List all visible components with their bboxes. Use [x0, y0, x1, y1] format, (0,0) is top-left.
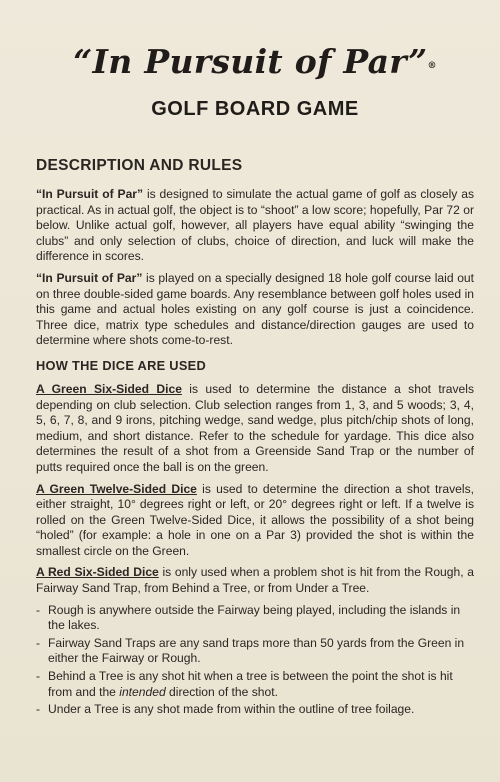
behind-tree-definition-end: direction of the shot.	[165, 684, 278, 699]
description-heading: DESCRIPTION AND RULES	[36, 157, 243, 174]
red-six-sided-text: is only used when a problem shot is hit from the Rough, a Fairway Sand Trap, from Behind a Tree, or from Under a Tree.	[36, 565, 474, 596]
green-six-sided-text: is used to determine the distance a shot travels depending on club selection. Club selection ranges from 1, 3, and 5 woods; 3, 4, 5, 6, 7, 8, and 9 irons, pitching wedge, sand wedge, plus pitch/chip shots of long, medium, and short distance. Refer to the schedule for yardage. This dice also determines the result of a shot from a Greenside Sand Trap or the number of putts required once the ball is on the green.	[36, 381, 474, 474]
green-six-sided-lead: A Green Six-Sided Dice	[36, 381, 182, 396]
dice-heading: HOW THE DICE ARE USED	[36, 357, 207, 373]
behind-tree-definition-start: Behind a Tree is any shot hit when a tree is between the point the shot is hit from and the	[48, 669, 453, 699]
paragraph-2-text: is played on a specially designed 18 hole golf course laid out on three double-sided game boards. Any resemblance between golf holes used in this game and actual holes existing on any golf course is just a coincidence. Three dice, matrix type schedules and distance/direction gauges are used to determine where shots come-to-rest.	[36, 270, 475, 348]
paragraph-2-lead: “In Pursuit of Par”	[36, 270, 143, 285]
green-six-sided-paragraph	[36, 382, 474, 476]
under-tree-definition: Under a Tree is any shot made from within the outline of tree foilage.	[48, 702, 415, 717]
game-subtitle: GOLF BOARD GAME	[151, 98, 359, 120]
list-item	[36, 669, 474, 700]
green-twelve-sided-lead: A Green Twelve-Sided Dice	[36, 481, 197, 496]
paragraph-1-lead: “In Pursuit of Par”	[36, 187, 144, 201]
problem-shot-list	[36, 603, 474, 718]
description-paragraph-2	[36, 271, 474, 349]
list-item	[36, 603, 474, 634]
game-title	[36, 0, 474, 82]
paragraph-1-text: is designed to simulate the actual game of golf as closely as practical. As in actual golf, the object is to “shoot” a low score; hopefully, Par 72 or below. Unlike actual golf, however, all players have equal ability “swinging the clubs” and only selection of clubs, choice of direction, and luck will make the difference in scores.	[36, 187, 474, 264]
registered-mark: ®	[427, 61, 437, 71]
green-twelve-sided-paragraph	[36, 482, 474, 560]
red-six-sided-paragraph	[36, 565, 474, 596]
description-paragraph-1	[36, 187, 474, 265]
list-item	[36, 636, 474, 667]
green-twelve-sided-text: is used to determine the direction a shot travels, either straight, 10° degrees right or left, or 20° degrees right or left. If a twelve is rolled on the Green Twelve-Sided Dice, it allows the possibility of a shot being “holed” (for example: a hole in one on a Par 3) provided the shot is within the smallest circle on the Green.	[36, 481, 474, 558]
rough-definition: Rough is anywhere outside the Fairway being played, including the islands in the lakes.	[48, 602, 461, 633]
behind-tree-emphasis: intended	[119, 684, 166, 699]
list-item	[36, 702, 474, 718]
fairway-sand-trap-definition: Fairway Sand Traps are any sand traps more than 50 yards from the Green in either the Fairway or Rough.	[48, 635, 465, 666]
title-text: “In Pursuit of Par”	[73, 42, 428, 81]
red-six-sided-lead: A Red Six-Sided Dice	[36, 565, 159, 580]
